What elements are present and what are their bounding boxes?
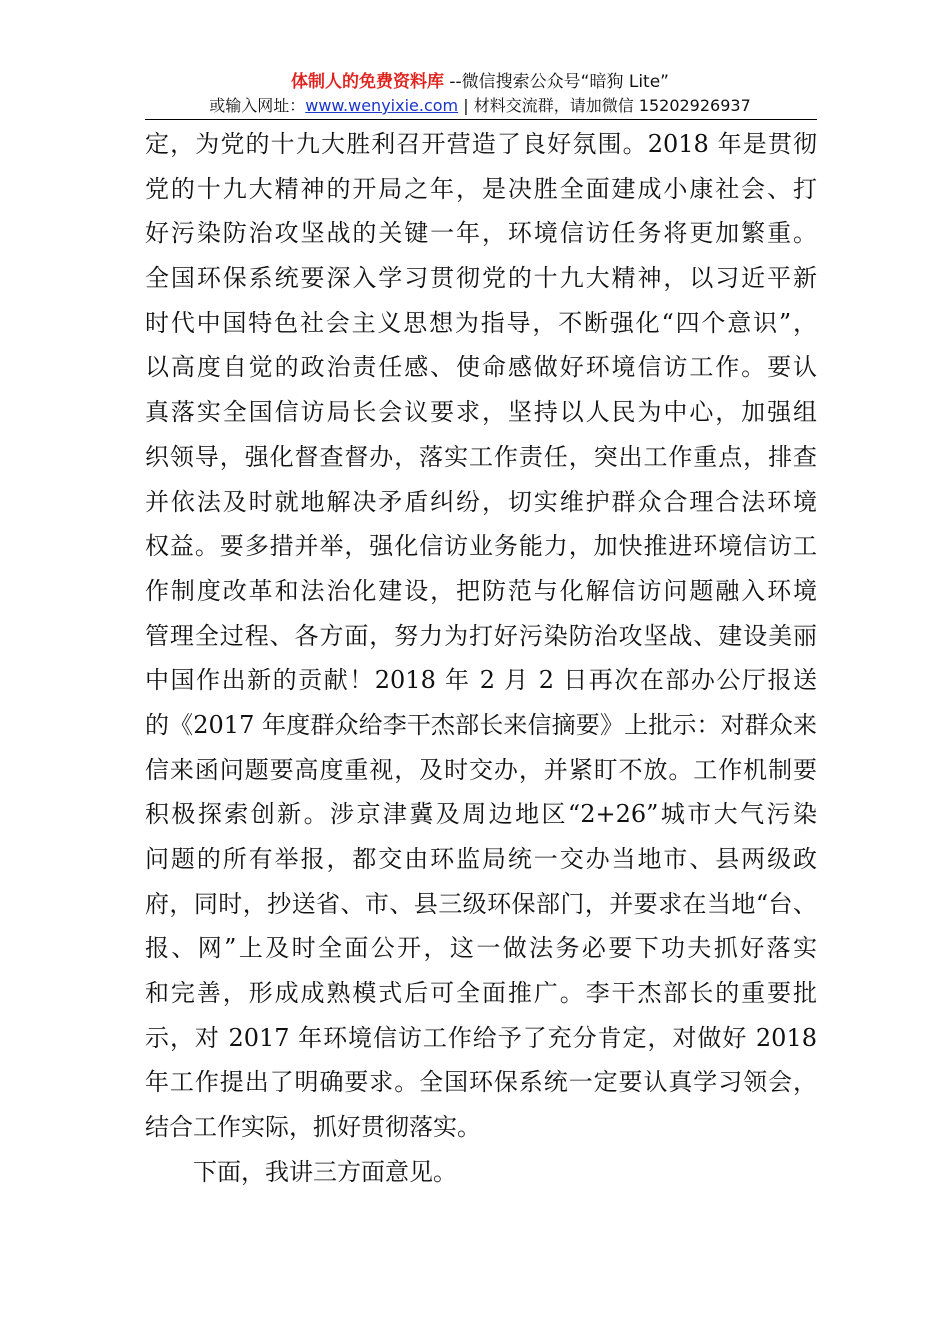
body-text [145,122,817,1195]
text-line: 全国环保系统要深入学习贯彻党的十九大精神，以习近平新 [145,264,817,293]
website-link[interactable]: www.wenyixie.com [305,96,459,115]
brand-title: 体制人的免费资料库 [290,72,444,92]
text-line: 时代中国特色社会主义思想为指导，不断强化“四个意识”， [145,308,817,337]
text-line: 和完善，形成成熟模式后可全面推广。李干杰部长的重要批 [145,979,817,1008]
text-line: 积极探索创新。涉京津冀及周边地区“2+26”城市大气污染 [145,800,817,829]
text-line: 结合工作实际，抓好贯彻落实。 [145,1113,481,1142]
wechat-note: --微信搜索公众号“暗狗 Lite” [443,72,669,92]
text-line: 织领导，强化督查督办，落实工作责任，突出工作重点，排查 [145,442,817,471]
paragraph-intro: 下面，我讲三方面意见。 [193,1157,457,1186]
text-line: 的《2017 年度群众给李干杰部长来信摘要》上批示：对群众来 [145,710,817,739]
contact-note: | 材料交流群，请加微信 15202926937 [458,96,751,115]
header-divider [145,119,817,120]
text-line: 党的十九大精神的开局之年，是决胜全面建成小康社会、打 [145,174,817,203]
text-line: 信来函问题要高度重视，及时交办，并紧盯不放。工作机制要 [145,755,817,784]
text-line: 权益。要多措并举，强化信访业务能力，加快推进环境信访工 [145,532,817,561]
text-line: 示，对 2017 年环境信访工作给予了充分肯定，对做好 2018 [145,1023,817,1052]
page-header [145,70,815,118]
text-line: 中国作出新的贡献！2018 年 2 月 2 日再次在部办公厅报送 [145,666,817,695]
text-line: 真落实全国信访局长会议要求，坚持以人民为中心，加强组 [145,398,817,427]
header-promo-line [145,70,815,94]
header-contact-line [145,94,815,118]
text-line: 以高度自觉的政治责任感、使命感做好环境信访工作。要认 [145,353,817,382]
url-prefix: 或输入网址： [209,96,306,115]
text-line: 问题的所有举报，都交由环监局统一交办当地市、县两级政 [145,845,817,873]
text-line: 府，同时，抄送省、市、县三级环保部门，并要求在当地“台、 [145,889,817,918]
text-line: 报、网”上及时全面公开，这一做法务必要下功夫抓好落实 [145,934,817,963]
text-line: 年工作提出了明确要求。全国环保系统一定要认真学习领会， [145,1068,817,1097]
text-line: 定，为党的十九大胜利召开营造了良好氛围。2018 年是贯彻 [145,130,817,158]
text-line: 管理全过程、各方面，努力为打好污染防治攻坚战、建设美丽 [145,621,817,650]
text-line: 作制度改革和法治化建设，把防范与化解信访问题融入环境 [145,576,817,605]
text-line: 好污染防治攻坚战的关键一年，环境信访任务将更加繁重。 [145,219,817,248]
text-line: 并依法及时就地解决矛盾纠纷，切实维护群众合理合法环境 [145,487,817,516]
